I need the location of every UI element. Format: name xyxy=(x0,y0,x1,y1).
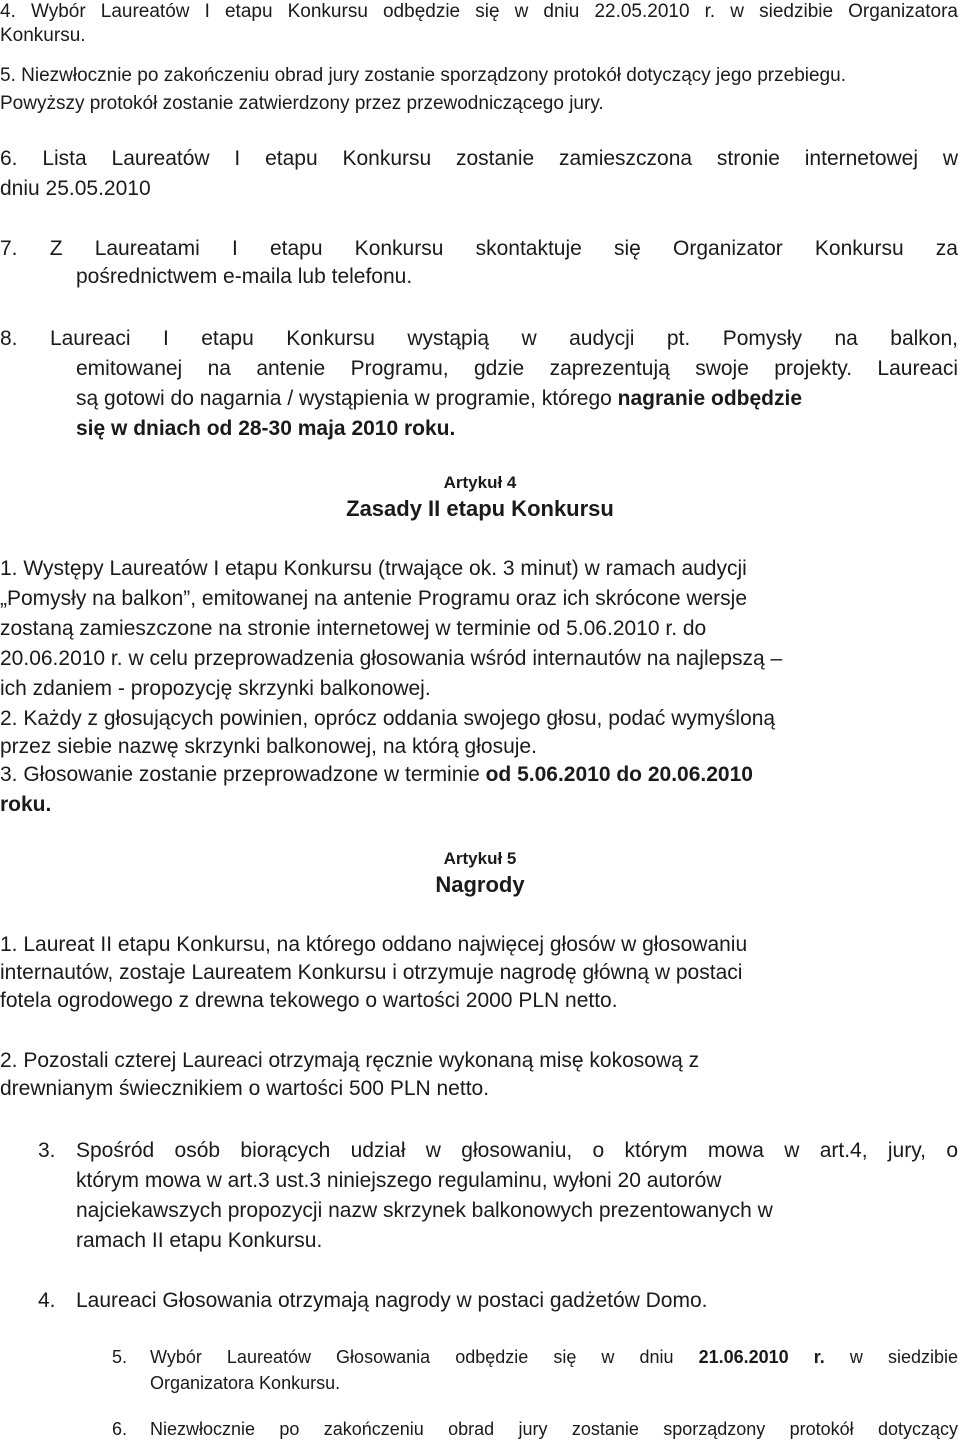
art4-item-3-line-2: roku. xyxy=(0,793,52,816)
item-8-line-4: się w dniach od 28-30 maja 2010 roku. xyxy=(76,417,456,440)
art5-item-3-number: 3. xyxy=(38,1139,56,1162)
art4-line-1: 1. Występy Laureatów I etapu Konkursu (trwające ok. 3 minut) w ramach audycji xyxy=(0,557,747,580)
art4-item-3-line-1 xyxy=(0,764,960,785)
art5-item-2-line-1: 2. Pozostali czterej Laureaci otrzymają ręcznie wykonaną misę kokosową z xyxy=(0,1049,700,1072)
article-4-title: Zasady II etapu Konkursu xyxy=(346,496,614,521)
art5-item-1-line-1: 1. Laureat II etapu Konkursu, na którego oddano najwięcej głosów w głosowaniu xyxy=(0,933,748,956)
art4-item-3-text: 3. Głosowanie zostanie przeprowadzone w terminie xyxy=(0,763,486,786)
item-8-line-1: 8. Laureaci I etapu Konkursu wystąpią w audycji pt. Pomysły na balkon, xyxy=(0,327,958,350)
article-5-label: Artykuł 5 xyxy=(443,849,517,868)
art5-item-5-date: 21.06.2010 r. xyxy=(698,1347,825,1367)
item-7-line-2: pośrednictwem e-maila lub telefonu. xyxy=(76,265,413,288)
art5-item-3-line-2: którym mowa w art.3 ust.3 niniejszego regulaminu, wyłoni 20 autorów xyxy=(76,1169,722,1192)
art5-item-1-line-3: fotela ogrodowego z drewna tekowego o wartości 2000 PLN netto. xyxy=(0,989,618,1012)
art5-item-3-line-1: Spośród osób biorących udział w głosowaniu, o którym mowa w art.4, jury, o xyxy=(76,1139,958,1162)
item-8-line-2: emitowanej na antenie Programu, gdzie zaprezentują swoje projekty. Laureaci xyxy=(76,357,958,380)
item-6-line-1: 6. Lista Laureatów I etapu Konkursu zostanie zamieszczona stronie internetowej w xyxy=(0,147,958,170)
art4-line-2: „Pomysły na balkon”, emitowanej na antenie Programu oraz ich skrócone wersje xyxy=(0,587,748,610)
art5-item-5-text-end: w siedzibie xyxy=(824,1347,958,1367)
item-5-line-2: Powyższy protokół zostanie zatwierdzony przez przewodniczącego jury. xyxy=(0,93,604,114)
item-8-line-3 xyxy=(76,388,960,409)
art5-item-5-text: Wybór Laureatów Głosowania odbędzie się w dniu xyxy=(150,1347,699,1367)
item-4-line-1: 4. Wybór Laureatów I etapu Konkursu odbędzie się w dniu 22.05.2010 r. w siedzibie Organizatora xyxy=(0,1,958,22)
item-7-line-1: 7. Z Laureatami I etapu Konkursu skontaktuje się Organizator Konkursu za xyxy=(0,237,958,260)
item-4-line-2: Konkursu. xyxy=(0,25,86,46)
art5-item-1-line-2: internautów, zostaje Laureatem Konkursu i otrzymuje nagrodę główną w postaci xyxy=(0,961,743,984)
art4-line-3: zostaną zamieszczone na stronie internetowej w terminie od 5.06.2010 r. do xyxy=(0,617,707,640)
item-5-line-1: 5. Niezwłocznie po zakończeniu obrad jury zostanie sporządzony protokół dotyczący jego przebiegu. xyxy=(0,65,846,86)
art4-line-5: ich zdaniem - propozycję skrzynki balkonowej. xyxy=(0,677,431,700)
art5-item-4-number: 4. xyxy=(38,1289,56,1312)
art5-item-4-line: Laureaci Głosowania otrzymają nagrody w postaci gadżetów Domo. xyxy=(76,1289,708,1312)
art5-item-3-line-3: najciekawszych propozycji nazw skrzynek balkonowych prezentowanych w xyxy=(76,1199,773,1222)
article-5-title: Nagrody xyxy=(435,872,525,897)
art4-line-4: 20.06.2010 r. w celu przeprowadzenia głosowania wśród internautów na najlepszą – xyxy=(0,647,783,670)
art4-line-7: przez siebie nazwę skrzynki balkonowej, na którą głosuje. xyxy=(0,735,537,758)
art5-item-5-line-2: Organizatora Konkursu. xyxy=(150,1373,341,1393)
art5-item-5-number: 5. xyxy=(112,1347,128,1367)
item-8-line-3-text: są gotowi do nagarnia / wystąpienia w programie, którego xyxy=(76,387,618,410)
item-6-line-2: dniu 25.05.2010 xyxy=(0,177,151,200)
art5-item-6-line-1: Niezwłocznie po zakończeniu obrad jury zostanie sporządzony protokół dotyczący xyxy=(150,1419,958,1439)
art5-item-3-line-4: ramach II etapu Konkursu. xyxy=(76,1229,323,1252)
art4-item-3-dates: od 5.06.2010 do 20.06.2010 xyxy=(485,763,753,786)
item-8-line-3-bold: nagranie odbędzie xyxy=(617,387,803,410)
article-4-label: Artykuł 4 xyxy=(443,473,517,492)
art5-item-2-line-2: drewnianym świecznikiem o wartości 500 PLN netto. xyxy=(0,1077,490,1100)
art5-item-6-number: 6. xyxy=(112,1419,128,1439)
art5-item-5-line-1 xyxy=(150,1348,958,1366)
art4-line-6: 2. Każdy z głosujących powinien, oprócz oddania swojego głosu, podać wymyśloną xyxy=(0,707,776,730)
